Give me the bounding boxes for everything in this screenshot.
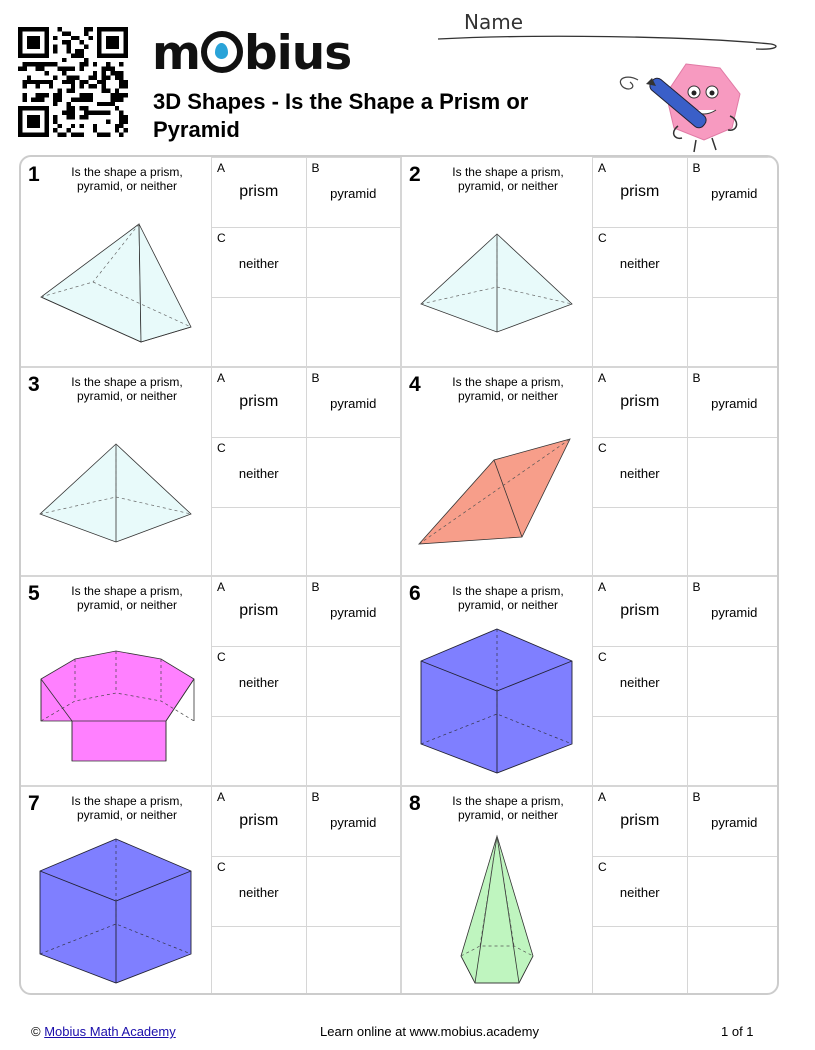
answer-option-prism[interactable] [592, 157, 687, 227]
answer-cell-empty [306, 856, 401, 926]
option-text: neither [238, 675, 279, 690]
option-letter: B [311, 370, 320, 385]
question-8 [402, 786, 779, 996]
option-letter: C [598, 650, 607, 664]
answer-cell-empty [592, 926, 687, 996]
mobius-logo: m bius [152, 26, 352, 81]
question-prompt: Is the shape a prism, pyramid, or neither [452, 374, 564, 403]
answer-option-pyramid[interactable] [306, 367, 401, 437]
answer-option-pyramid[interactable] [687, 367, 780, 437]
option-letter: A [217, 370, 226, 385]
question-number: 1 [28, 163, 40, 186]
grid-divider-horizontal [21, 785, 779, 787]
name-label: Name [464, 10, 524, 34]
question-3 [21, 367, 400, 577]
option-letter: C [217, 859, 226, 874]
option-letter: A [217, 580, 226, 594]
option-text: pyramid [330, 605, 377, 620]
answer-option-prism[interactable] [211, 786, 306, 856]
question-number: 2 [409, 163, 421, 186]
option-text: neither [619, 675, 660, 690]
footer [0, 1024, 815, 1044]
option-letter: B [311, 580, 320, 594]
option-text: prism [620, 811, 660, 829]
question-prompt: Is the shape a prism, pyramid, or neither [452, 165, 564, 193]
question-prompt: Is the shape a prism, pyramid, or neither [71, 793, 183, 822]
option-text: prism [239, 811, 279, 829]
answer-option-pyramid[interactable] [306, 576, 401, 646]
option-text: neither [619, 256, 660, 271]
option-text: prism [239, 602, 279, 619]
answer-cell-empty [211, 926, 306, 996]
option-text: neither [238, 465, 279, 481]
answer-option-pyramid[interactable] [306, 157, 401, 227]
question-6 [402, 576, 779, 786]
option-text: pyramid [330, 395, 377, 411]
answer-cell-empty [687, 297, 780, 367]
option-letter: C [217, 650, 226, 664]
option-letter: B [692, 789, 701, 804]
answer-option-prism[interactable] [592, 786, 687, 856]
option-letter: A [598, 370, 607, 385]
option-letter: C [598, 440, 607, 455]
option-letter: B [311, 789, 320, 804]
answer-cell-empty [687, 227, 780, 297]
answer-option-pyramid[interactable] [687, 786, 780, 856]
answer-cell-empty [687, 646, 780, 716]
option-letter: B [311, 161, 320, 175]
answer-option-prism[interactable] [211, 157, 306, 227]
answer-option-pyramid[interactable] [687, 157, 780, 227]
question-number: 6 [409, 582, 421, 605]
option-letter: C [217, 440, 226, 455]
answer-option-neither[interactable] [592, 646, 687, 716]
answer-cell-empty [687, 437, 780, 507]
qr-code-icon [18, 27, 128, 137]
mobius-link[interactable]: Mobius Math Academy [44, 1024, 176, 1039]
question-grid [19, 155, 779, 995]
option-text: neither [238, 256, 279, 271]
answer-cell-empty [306, 227, 401, 297]
option-text: pyramid [711, 814, 758, 830]
answer-cell-empty [306, 716, 401, 786]
option-text: pyramid [711, 395, 758, 411]
answer-cell-empty [306, 646, 401, 716]
answer-option-neither[interactable] [592, 437, 687, 507]
option-text: pyramid [330, 814, 377, 830]
option-text: neither [619, 465, 660, 481]
option-text: neither [238, 884, 279, 900]
question-prompt: Is the shape a prism, pyramid, or neither [71, 374, 183, 403]
name-line[interactable] [436, 30, 781, 60]
answer-option-prism[interactable] [592, 576, 687, 646]
question-number: 5 [28, 582, 40, 605]
grid-divider-horizontal [21, 575, 779, 577]
option-letter: C [598, 231, 607, 245]
answer-cell-empty [592, 297, 687, 367]
option-letter: B [692, 370, 701, 385]
footer-copyright: © Mobius Math Academy [31, 1024, 176, 1039]
question-prompt: Is the shape a prism, pyramid, or neither [71, 165, 183, 193]
option-letter: B [692, 161, 701, 175]
answer-cell-empty [306, 507, 401, 577]
question-prompt: Is the shape a prism, pyramid, or neither [452, 793, 564, 822]
answer-option-prism[interactable] [211, 576, 306, 646]
answer-cell-empty [211, 297, 306, 367]
option-text: pyramid [711, 605, 758, 620]
answer-cell-empty [687, 716, 780, 786]
grid-divider-horizontal [21, 366, 779, 368]
answer-cell-empty [687, 507, 780, 577]
answer-cell-empty [687, 926, 780, 996]
answer-option-neither[interactable] [211, 856, 306, 926]
answer-cell-empty [592, 716, 687, 786]
answer-option-neither[interactable] [211, 437, 306, 507]
option-letter: B [692, 580, 701, 594]
answer-cell-empty [306, 926, 401, 996]
answer-cell-empty [306, 437, 401, 507]
answer-option-neither[interactable] [592, 856, 687, 926]
option-text: prism [620, 392, 660, 410]
answer-option-pyramid[interactable] [687, 576, 780, 646]
question-5 [21, 576, 400, 786]
answer-cell-empty [306, 297, 401, 367]
option-text: prism [620, 602, 660, 619]
question-prompt: Is the shape a prism, pyramid, or neither [71, 584, 183, 612]
question-4 [402, 367, 779, 577]
option-text: pyramid [330, 186, 377, 201]
question-number: 8 [409, 791, 421, 815]
answer-cell-empty [592, 507, 687, 577]
answer-cell-empty [687, 856, 780, 926]
answer-option-neither[interactable] [211, 646, 306, 716]
option-text: prism [620, 183, 660, 200]
option-letter: A [598, 580, 607, 594]
question-7 [21, 786, 400, 996]
option-letter: A [598, 789, 607, 804]
option-text: prism [239, 392, 279, 410]
answer-option-prism[interactable] [592, 367, 687, 437]
option-letter: A [598, 161, 607, 175]
option-letter: C [598, 859, 607, 874]
option-text: neither [619, 884, 660, 900]
answer-option-neither[interactable] [211, 227, 306, 297]
answer-cell-empty [211, 507, 306, 577]
question-2 [402, 157, 779, 367]
option-letter: A [217, 161, 226, 175]
answer-cell-empty [211, 716, 306, 786]
question-number: 7 [28, 791, 40, 815]
answer-option-neither[interactable] [592, 227, 687, 297]
mascot-icon [608, 58, 758, 158]
question-1 [21, 157, 400, 367]
question-number: 4 [409, 372, 421, 396]
answer-option-pyramid[interactable] [306, 786, 401, 856]
answer-option-prism[interactable] [211, 367, 306, 437]
option-text: prism [239, 183, 279, 200]
option-letter: C [217, 231, 226, 245]
question-number: 3 [28, 372, 40, 396]
page-title: 3D Shapes - Is the Shape a Prism or Pyramid [153, 89, 529, 142]
question-prompt: Is the shape a prism, pyramid, or neither [452, 584, 564, 612]
page-number: 1 of 1 [721, 1024, 754, 1039]
option-text: pyramid [711, 186, 758, 201]
footer-center-text: Learn online at www.mobius.academy [320, 1024, 539, 1039]
option-letter: A [217, 789, 226, 804]
